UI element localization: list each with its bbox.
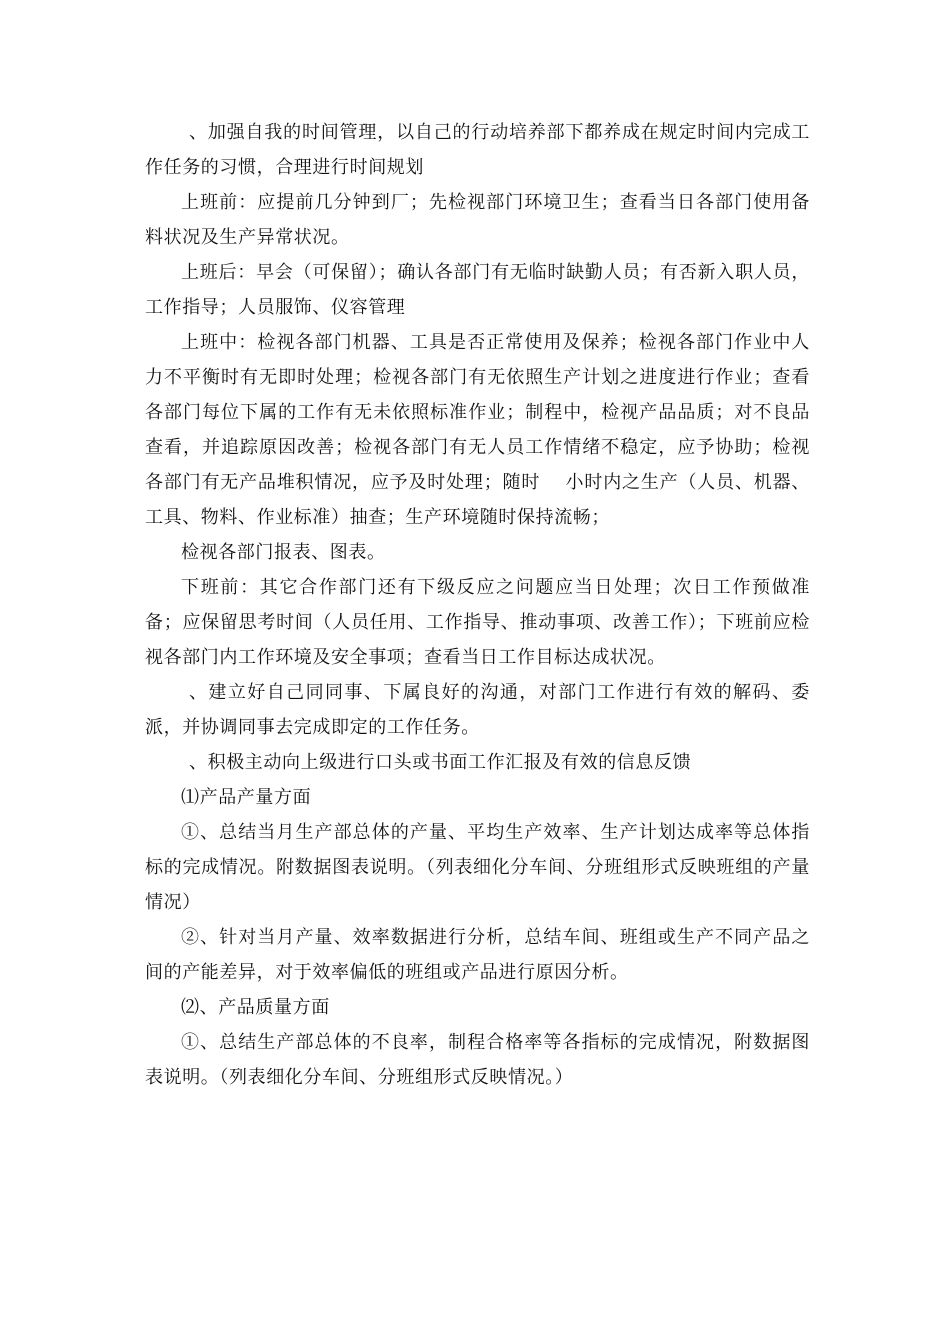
paragraph-output-item-1: ①、总结当月生产部总体的产量、平均生产效率、生产计划达成率等总体指标的完成情况。附数据图表说明。（列表细化分车间、分班组形式反映班组的产量情况） <box>145 822 810 913</box>
paragraph-time-management: 、加强自我的时间管理，以自己的行动培养部下都养成在规定时间内完成工作任务的习惯，合理进行时间规划 <box>145 122 810 178</box>
paragraph-before-work: 上班前：应提前几分钟到厂；先检视部门环境卫生；查看当日各部门使用备料状况及生产异常状况。 <box>145 192 810 248</box>
paragraph-quality-heading: ⑵、产品质量方面 <box>181 997 330 1018</box>
document-body <box>145 115 810 1095</box>
paragraph-output-item-2: ②、针对当月产量、效率数据进行分析，总结车间、班组或生产不同产品之间的产能差异，对于效率偏低的班组或产品进行原因分析。 <box>145 927 810 983</box>
paragraph-after-start: 上班后：早会（可保留）；确认各部门有无临时缺勤人员；有否新入职人员，工作指导；人员服饰、仪容管理 <box>145 262 810 318</box>
paragraph-output-heading: ⑴产品产量方面 <box>181 787 312 808</box>
paragraph-before-leaving: 下班前：其它合作部门还有下级反应之问题应当日处理；次日工作预做准备；应保留思考时间（人员任用、工作指导、推动事项、改善工作）；下班前应检视各部门内工作环境及安全事项；查看当日工作目标达成状况。 <box>145 577 810 668</box>
paragraph-quality-item-1: ①、总结生产部总体的不良率，制程合格率等各指标的完成情况，附数据图表说明。（列表细化分车间、分班组形式反映情况。） <box>145 1032 810 1088</box>
paragraph-communication: 、建立好自己同同事、下属良好的沟通，对部门工作进行有效的解码、委派，并协调同事去完成即定的工作任务。 <box>145 682 810 738</box>
paragraph-check-reports: 检视各部门报表、图表。 <box>181 542 386 563</box>
paragraph-during-work: 上班中：检视各部门机器、工具是否正常使用及保养；检视各部门作业中人力不平衡时有无即时处理；检视各部门有无依照生产计划之进度进行作业；查看各部门每位下属的工作有无未依照标准作业；制程中，检视产品品质；对不良品查看，并追踪原因改善；检视各部门有无人员工作情绪不稳定，应予协助；检视各部门有无产品堆积情况，应予及时处理；随时 小时内之生产（人员、机器、工具、物料、作业标准）抽查；生产环境随时保持流畅； <box>145 332 810 528</box>
paragraph-reporting: 、积极主动向上级进行口头或书面工作汇报及有效的信息反馈 <box>189 752 692 773</box>
